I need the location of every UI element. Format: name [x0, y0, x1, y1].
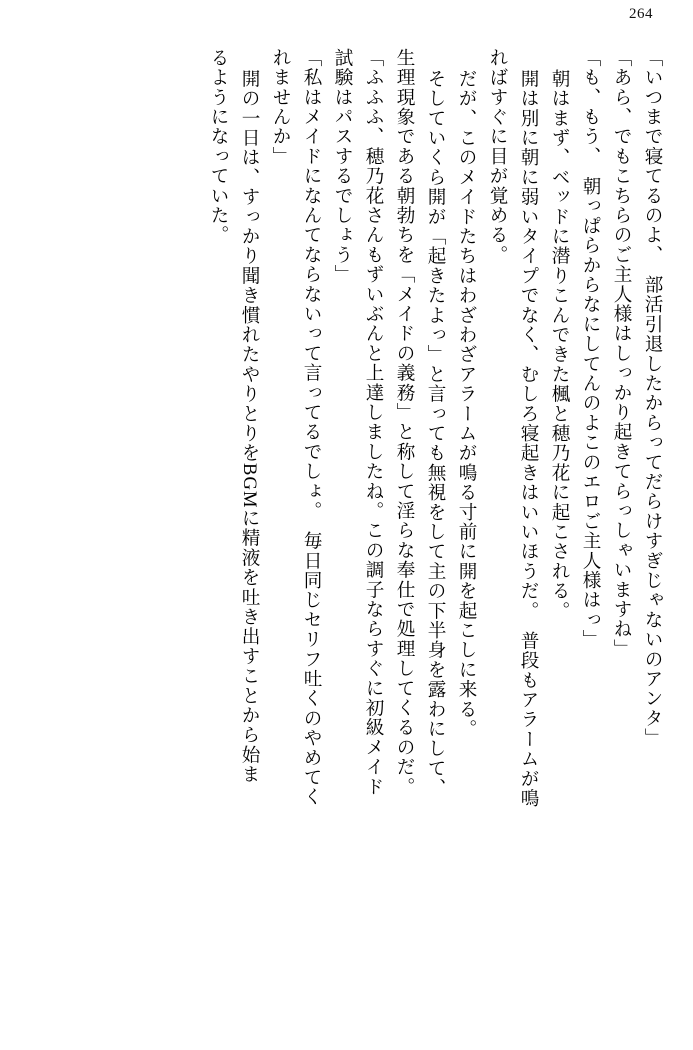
text-column: そしていくら開が「起きたよっ」と言っても無視をして主の下半身を露わにして、: [425, 69, 446, 798]
text-column: るようになっていた。: [208, 48, 229, 245]
page-body-text: [41, 48, 661, 1003]
text-column: 生理現象である朝勃ちを「メイドの義務」と称して淫らな奉仕で処理してくるのだ。: [394, 48, 415, 797]
text-column: 開は別に朝に弱いタイプでなく、むしろ寝起きはいいほうだ。 普段もアラームが鳴: [518, 69, 539, 809]
text-column: だが、このメイドたちはわざわざアラームが鳴る寸前に開を起こしに来る。: [456, 69, 477, 739]
text-column: 「私はメイドになんてならないって言ってるでしょ。 毎日同じセリフ吐くのやめてく: [301, 48, 322, 807]
text-column: 「あら、でもこちらのご主人様はしっかり起きてらっしゃいますね」: [611, 48, 632, 659]
text-column: 朝はまず、ベッドに潜りこんできた楓と穂乃花に起こされる。: [549, 69, 570, 621]
text-column: 「も、もう、 朝っぱらからなにしてんのよこのエロご主人様はっ」: [580, 48, 601, 650]
text-column: 「ふふふ、穂乃花さんもずいぶんと上達しましたね。この調子ならすぐに初級メイド: [363, 48, 384, 797]
text-column: 試験はパスするでしょう」: [332, 48, 353, 285]
text-column: 開の一日は、すっかり聞き慣れたやりとりをBGMに精液を吐き出すことから始ま: [239, 69, 260, 785]
page-number: 264: [629, 6, 653, 22]
text-column: 「いつまで寝てるのよ、 部活引退したからってだらけすぎじゃないのアンタ」: [642, 48, 663, 748]
text-column: ればすぐに目が覚める。: [487, 48, 508, 265]
text-column: れませんか」: [270, 48, 291, 167]
